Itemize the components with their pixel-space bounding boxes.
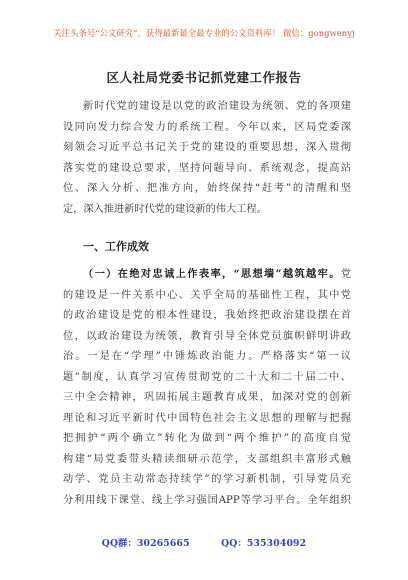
subsection-heading: （一）在绝对忠诚上作表率，“思想墙”越筑越牢。 — [83, 268, 341, 280]
paragraph-line: 的建设是一件关系中心、关乎全局的基础性工程，其中党 — [63, 289, 351, 301]
intro-paragraph — [63, 97, 351, 220]
paragraph-line: 位，以政治建设为统领，教育引导全体党员旗帜鲜明讲政 — [63, 330, 351, 342]
paragraph-line: 治。一是在“学理”中锤炼政治能力。严格落实“第一议 — [63, 351, 351, 362]
qq-group: QQ群：30265665 — [101, 538, 190, 549]
paragraph-line: 分利用线下课堂、线上学习强国APP等学习平台。全年组织 — [63, 494, 351, 506]
footer-contact — [0, 535, 408, 549]
paragraph-line: 三中全会精神，巩固拓展主题教育成果，加深对党的创新 — [63, 392, 351, 403]
paragraph-line: 落实党的建设总要求，坚持问题导向、系统观念，提高站 — [63, 162, 351, 174]
paragraph-line: 的政治建设是党的根本性建设，我始终把政治建设摆在首 — [63, 310, 351, 321]
paragraph-line: 定，深入推进新时代党的建设新的伟大工程。 — [63, 203, 267, 215]
paragraph-line: 理论和习近平新时代中国特色社会主义思想的理解与把握 — [63, 412, 351, 424]
paragraph-line: 设同向发力综合发力的系统工程。今年以来，区局党委深 — [63, 121, 351, 133]
paragraph-text: 党 — [340, 269, 351, 280]
paragraph-line: 动学、党员主动常态持续学”的学习新机制，引导党员充 — [63, 474, 351, 485]
paragraph-line — [63, 264, 351, 286]
paragraph-line: 刻领会习近平总书记关于党的建设的重要思想，深入贯彻 — [63, 142, 351, 153]
paragraph-line: 构建“局党委带头精读细研示范学，支部组织丰富形式触 — [63, 453, 351, 465]
qq-number: QQ：535304092 — [221, 538, 307, 549]
section-heading: 一、工作成效 — [83, 240, 149, 253]
paragraph-line: 位、深入分析、把准方向，始终保持“赶考”的清醒和坚 — [63, 183, 351, 194]
document-title: 区人社局党委书记抓党建工作报告 — [106, 70, 302, 85]
header-banner: 关注头条号“公文研究”，获得最新最全最专业的公文资料库！ 微信：gongwenyj — [53, 28, 355, 38]
paragraph-line: 把拥护“两个确立”转化为做到“两个维护”的高度自觉 — [63, 433, 351, 444]
paragraph-line: 题”制度，认真学习宣传贯彻党的二十大和二十届二中、 — [63, 371, 351, 383]
subsection-paragraph — [63, 264, 351, 511]
paragraph-line: 新时代党的建设是以党的政治建设为统领、党的各项建 — [83, 101, 351, 112]
